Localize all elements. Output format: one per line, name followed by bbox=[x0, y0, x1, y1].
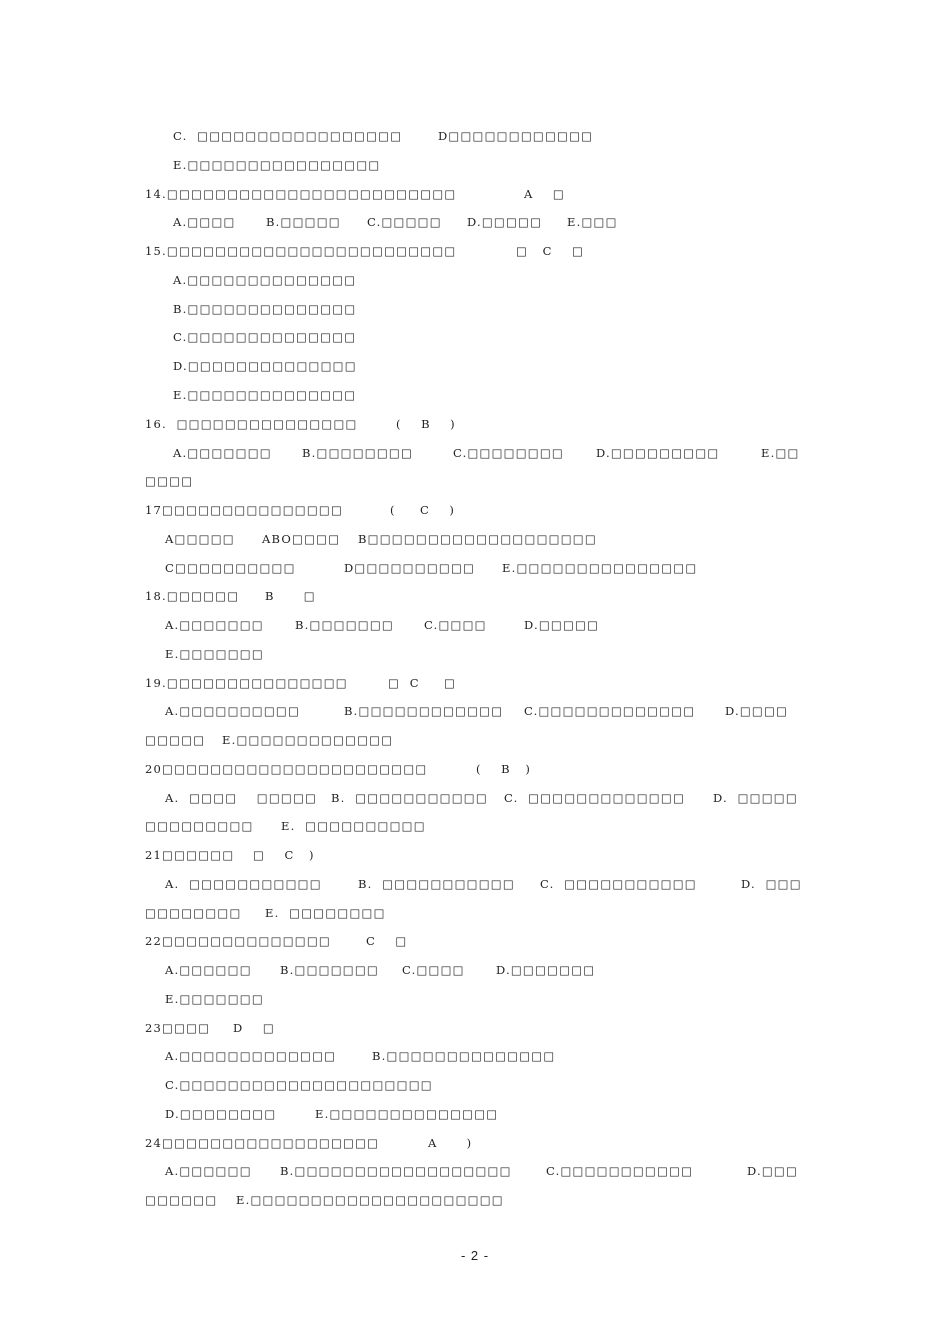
text-line bbox=[0, 212, 950, 232]
text-line bbox=[0, 1161, 950, 1181]
text-line bbox=[0, 673, 950, 693]
text-line bbox=[0, 529, 950, 549]
text-segment: B.□□□□□□□□□□□□□□□□□□ bbox=[280, 1164, 512, 1178]
text-segment: 22□□□□□□□□□□□□□□ bbox=[145, 934, 331, 948]
text-segment: D.□□□ bbox=[747, 1164, 799, 1178]
text-line bbox=[0, 730, 950, 750]
text-segment: 21□□□□□□ bbox=[145, 848, 235, 862]
text-segment: A.□□□□□□ bbox=[165, 963, 252, 977]
text-line bbox=[0, 1190, 950, 1210]
text-segment: ( B ) bbox=[476, 762, 532, 776]
text-segment: E.□□□□□□□ bbox=[165, 647, 264, 661]
text-segment: □□□□ bbox=[145, 474, 194, 488]
text-segment: 17□□□□□□□□□□□□□□□ bbox=[145, 503, 344, 517]
text-line bbox=[0, 586, 950, 606]
text-line bbox=[0, 874, 950, 894]
text-segment: E.□□□□□□□□□□□□□□□□□□□□□ bbox=[236, 1193, 504, 1207]
text-segment: B.□□□□□□□ bbox=[280, 963, 379, 977]
text-line bbox=[0, 126, 950, 146]
text-segment: B.□□□□□□□ bbox=[295, 618, 394, 632]
text-line bbox=[0, 270, 950, 290]
text-segment: □□□□□□□□□ bbox=[145, 819, 254, 833]
text-line bbox=[0, 471, 950, 491]
text-segment: C.□□□□□□□□ bbox=[453, 446, 564, 460]
text-line bbox=[0, 759, 950, 779]
text-segment: E.□□□□□□□□□□□□□□□□ bbox=[173, 158, 381, 172]
text-segment: C. □□□□□□□□□□□ bbox=[540, 877, 697, 891]
text-line bbox=[0, 931, 950, 951]
text-segment: E. □□□□□□□□ bbox=[265, 906, 386, 920]
text-segment: B.□□□□□□□□ bbox=[302, 446, 414, 460]
text-segment: 18.□□□□□□ bbox=[145, 589, 240, 603]
text-line bbox=[0, 845, 950, 865]
text-segment: C.□□□□ bbox=[402, 963, 465, 977]
text-line bbox=[0, 816, 950, 836]
text-line bbox=[0, 414, 950, 434]
text-segment: C.□□□□□□□□□□□□□ bbox=[524, 704, 696, 718]
text-segment: C.□□□□□□□□□□□ bbox=[546, 1164, 694, 1178]
text-line bbox=[0, 701, 950, 721]
text-segment: B□□□□□□□□□□□□□□□□□□□ bbox=[358, 532, 597, 546]
text-segment: ( B ) bbox=[396, 417, 456, 431]
text-segment: C. □□□□□□□□□□□□□□□□□ bbox=[173, 129, 403, 143]
text-segment: D.□□□□□ bbox=[467, 215, 543, 229]
text-segment: A□□□□□ bbox=[165, 532, 235, 546]
text-segment: A.□□□□ bbox=[173, 215, 236, 229]
text-line bbox=[0, 1018, 950, 1038]
text-segment: C.□□□□□□□□□□□□□□ bbox=[173, 330, 357, 344]
text-segment: C.□□□□ bbox=[424, 618, 487, 632]
text-segment: E. □□□□□□□□□□ bbox=[281, 819, 426, 833]
text-line bbox=[0, 443, 950, 463]
text-segment: D.□□□□□□□□□ bbox=[596, 446, 720, 460]
text-line bbox=[0, 1104, 950, 1124]
text-segment: □ C □ bbox=[388, 676, 457, 690]
text-segment: 20□□□□□□□□□□□□□□□□□□□□□□ bbox=[145, 762, 428, 776]
text-line bbox=[0, 241, 950, 261]
text-line bbox=[0, 960, 950, 980]
text-line bbox=[0, 644, 950, 664]
text-line bbox=[0, 327, 950, 347]
text-segment: 19.□□□□□□□□□□□□□□□ bbox=[145, 676, 348, 690]
text-line bbox=[0, 1133, 950, 1153]
text-line bbox=[0, 903, 950, 923]
text-segment: B. □□□□□□□□□□□ bbox=[331, 791, 488, 805]
text-segment: B.□□□□□□□□□□□□ bbox=[344, 704, 504, 718]
text-segment: E.□□□□□□□ bbox=[165, 992, 264, 1006]
text-segment: C. □□□□□□□□□□□□□ bbox=[504, 791, 686, 805]
text-segment: E.□□□□□□□□□□□□□□ bbox=[315, 1107, 499, 1121]
text-segment: E.□□□□□□□□□□□□□□ bbox=[173, 388, 357, 402]
text-segment: □□□□□□ bbox=[145, 1193, 218, 1207]
text-segment: B.□□□□□ bbox=[266, 215, 341, 229]
text-segment: D.□□□□ bbox=[725, 704, 789, 718]
text-line bbox=[0, 184, 950, 204]
text-segment: A. □□□□ □□□□□ bbox=[165, 791, 318, 805]
text-segment: A □ bbox=[524, 187, 565, 201]
text-segment: 15.□□□□□□□□□□□□□□□□□□□□□□□□ bbox=[145, 244, 457, 258]
text-segment: D.□□□□□ bbox=[524, 618, 600, 632]
text-line bbox=[0, 299, 950, 319]
text-segment: ABO□□□□ bbox=[262, 532, 341, 546]
text-line bbox=[0, 615, 950, 635]
text-segment: 16. □□□□□□□□□□□□□□□ bbox=[145, 417, 358, 431]
text-segment: D.□□□□□□□□ bbox=[165, 1107, 277, 1121]
text-segment: C.□□□□□ bbox=[367, 215, 442, 229]
text-segment: E.□□ bbox=[761, 446, 800, 460]
text-segment: A.□□□□□□ bbox=[165, 1164, 252, 1178]
text-segment: A. □□□□□□□□□□□ bbox=[165, 877, 322, 891]
text-line bbox=[0, 788, 950, 808]
text-segment: C□□□□□□□□□□ bbox=[165, 561, 296, 575]
text-segment: C.□□□□□□□□□□□□□□□□□□□□□ bbox=[165, 1078, 433, 1092]
text-segment: 24□□□□□□□□□□□□□□□□□□ bbox=[145, 1136, 380, 1150]
text-segment: E.□□□□□□□□□□□□□ bbox=[222, 733, 394, 747]
text-segment: D.□□□□□□□□□□□□□□ bbox=[173, 359, 357, 373]
text-segment: D □ bbox=[233, 1021, 275, 1035]
page-number: - 2 - bbox=[460, 1248, 490, 1263]
text-segment: B.□□□□□□□□□□□□□□ bbox=[372, 1049, 556, 1063]
text-segment: B.□□□□□□□□□□□□□□ bbox=[173, 302, 357, 316]
text-segment: E.□□□□□□□□□□□□□□□ bbox=[502, 561, 698, 575]
text-segment: D□□□□□□□□□□ bbox=[344, 561, 476, 575]
text-segment: B. □□□□□□□□□□□ bbox=[358, 877, 515, 891]
text-line bbox=[0, 500, 950, 520]
text-segment: 14.□□□□□□□□□□□□□□□□□□□□□□□□ bbox=[145, 187, 457, 201]
text-segment: D□□□□□□□□□□□□ bbox=[438, 129, 594, 143]
text-segment: A ) bbox=[428, 1136, 473, 1150]
text-segment: A.□□□□□□□□□□ bbox=[165, 704, 301, 718]
text-segment: □□□□□□□□ bbox=[145, 906, 242, 920]
text-line bbox=[0, 356, 950, 376]
text-segment: E.□□□ bbox=[567, 215, 618, 229]
text-segment: 23□□□□ bbox=[145, 1021, 211, 1035]
text-segment: A.□□□□□□□□□□□□□□ bbox=[173, 273, 357, 287]
text-line bbox=[0, 1046, 950, 1066]
text-segment: B □ bbox=[265, 589, 316, 603]
text-segment: D.□□□□□□□ bbox=[496, 963, 596, 977]
text-segment: C □ bbox=[366, 934, 408, 948]
text-segment: □ C ) bbox=[253, 848, 315, 862]
text-segment: A.□□□□□□□ bbox=[165, 618, 264, 632]
text-segment: ( C ) bbox=[390, 503, 456, 517]
text-segment: D. □□□□□ bbox=[713, 791, 798, 805]
text-line bbox=[0, 558, 950, 578]
text-line bbox=[0, 385, 950, 405]
text-line bbox=[0, 989, 950, 1009]
text-line bbox=[0, 155, 950, 175]
text-line bbox=[0, 1075, 950, 1095]
text-segment: D. □□□ bbox=[741, 877, 802, 891]
text-segment: A.□□□□□□□ bbox=[173, 446, 272, 460]
text-segment: A.□□□□□□□□□□□□□ bbox=[165, 1049, 337, 1063]
text-segment: □□□□□ bbox=[145, 733, 206, 747]
text-segment: □ C □ bbox=[516, 244, 585, 258]
